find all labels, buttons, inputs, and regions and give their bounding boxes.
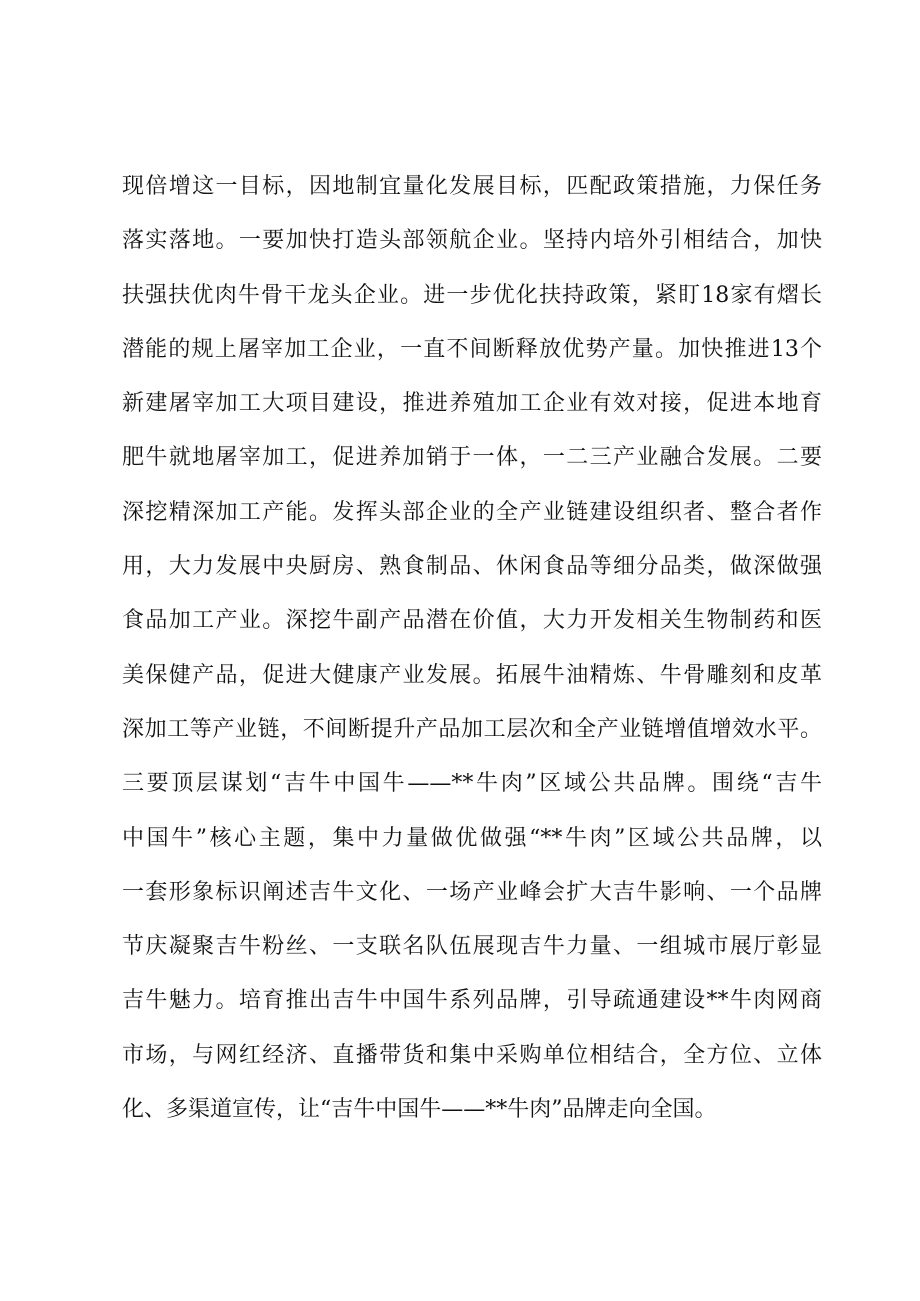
text-line: 肥牛就地屠宰加工，促进养加销于一体，一二三产业融合发展。二要 bbox=[122, 445, 822, 471]
text-line: 深挖精深加工产能。发挥头部企业的全产业链建设组织者、整合者作 bbox=[122, 499, 822, 525]
body-paragraph bbox=[122, 160, 822, 1137]
text-line: 中国牛”核心主题，集中力量做优做强“**牛肉”区域公共品牌，以 bbox=[122, 825, 822, 851]
text-line: 新建屠宰加工大项目建设，推进养殖加工企业有效对接，促进本地育 bbox=[122, 391, 822, 417]
text-line: 节庆凝聚吉牛粉丝、一支联名队伍展现吉牛力量、一组城市展厅彰显 bbox=[122, 934, 822, 960]
text-line: 吉牛魅力。培育推出吉牛中国牛系列品牌，引导疏通建设**牛肉网商 bbox=[122, 988, 822, 1014]
text-line: 深加工等产业链，不间断提升产品加工层次和全产业链增值增效水平。 bbox=[122, 716, 822, 742]
text-line: 扶强扶优肉牛骨干龙头企业。进一步优化扶持政策，紧盯18家有熠长 bbox=[122, 282, 822, 308]
text-line: 潜能的规上屠宰加工企业，一直不间断释放优势产量。加快推进13个 bbox=[122, 336, 822, 362]
text-line: 一套形象标识阐述吉牛文化、一场产业峰会扩大吉牛影响、一个品牌 bbox=[122, 879, 822, 905]
text-line: 食品加工产业。深挖牛副产品潜在价值，大力开发相关生物制药和医 bbox=[122, 608, 822, 634]
text-line: 三要顶层谋划“吉牛中国牛——**牛肉”区域公共品牌。围绕“吉牛 bbox=[122, 771, 822, 797]
text-line: 市场，与网红经济、直播带货和集中采购单位相结合，全方位、立体 bbox=[122, 1042, 822, 1068]
text-line: 美保健产品，促进大健康产业发展。拓展牛油精炼、牛骨雕刻和皮革 bbox=[122, 662, 822, 688]
text-line: 化、多渠道宣传，让“吉牛中国牛——**牛肉”品牌走向全国。 bbox=[122, 1097, 717, 1123]
text-line: 用，大力发展中央厨房、熟食制品、休闲食品等细分品类，做深做强 bbox=[122, 554, 822, 580]
text-line: 现倍增这一目标，因地制宜量化发展目标，匹配政策措施，力保任务 bbox=[122, 174, 822, 199]
text-line: 落实落地。一要加快打造头部领航企业。坚持内培外引相结合，加快 bbox=[122, 228, 822, 254]
